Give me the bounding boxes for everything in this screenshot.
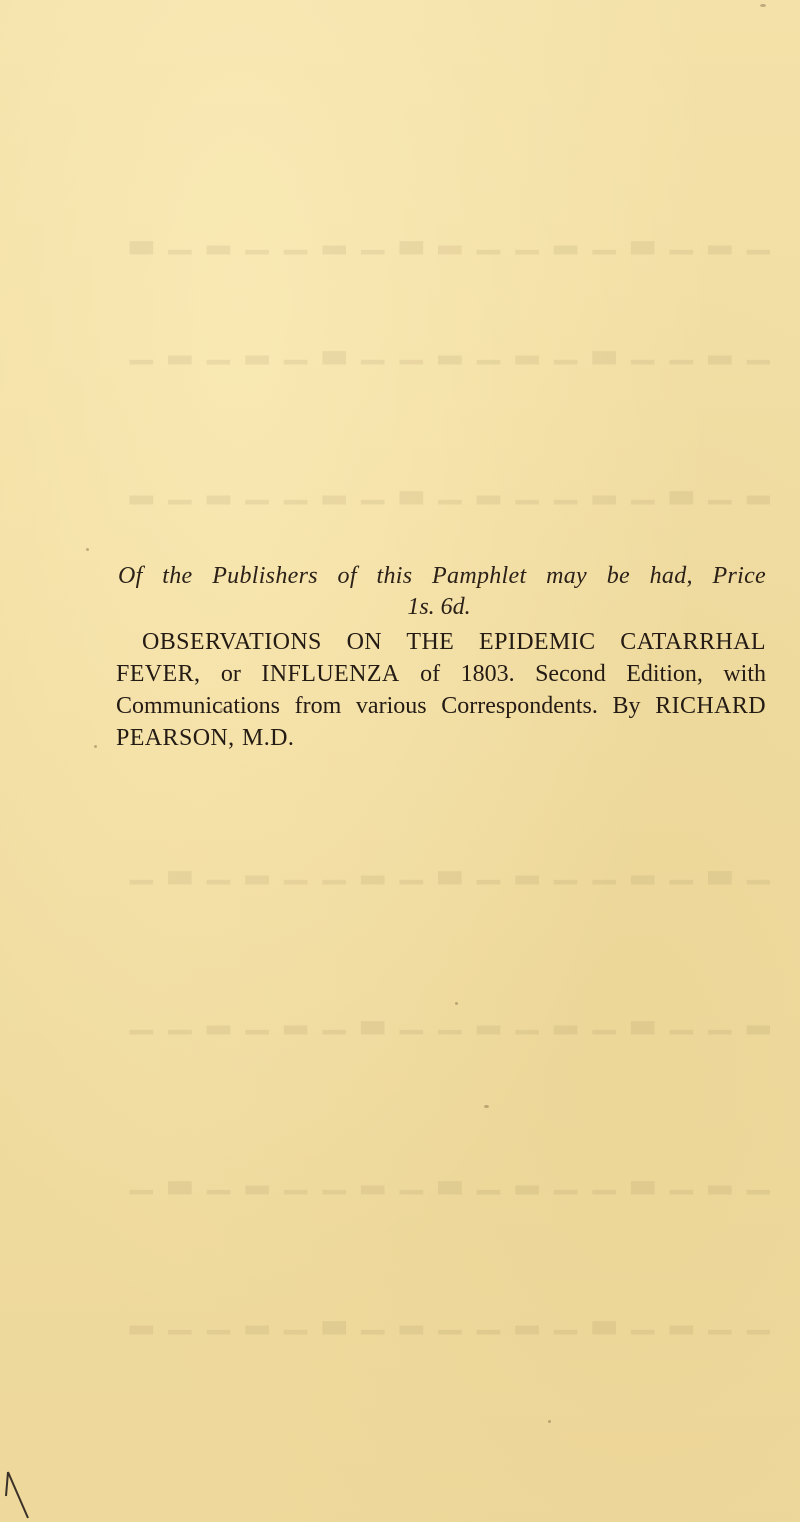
corner-pencil-mark — [2, 1468, 42, 1522]
show-through-band: ▂ ▁ ▃ ▁ ▂ ▁ ▁ ▂ ▁ ▃ ▁ ▂ ▁ ▁ ▂ ▁ ▂ — [125, 471, 770, 504]
work-author: RICHARD PEARSON, M.D. — [116, 693, 767, 751]
work-connector: or — [220, 661, 241, 687]
speck — [86, 548, 89, 551]
show-through-band: ▁ ▂ ▁ ▃ ▁ ▂ ▁ ▁ ▂ ▃ ▁ ▂ ▁ ▁ ▂ ▁ ▃ — [125, 221, 770, 254]
speck — [220, 708, 223, 712]
speck — [94, 745, 97, 748]
price-line: 1s. 6d. — [407, 594, 471, 620]
work-details: of 1803. Second Edition, with Communications from various Correspondents. — [116, 661, 767, 719]
show-through-band: ▁ ▃ ▁ ▂ ▁ ▁ ▂ ▁ ▃ ▁ ▂ ▁ ▁ ▂ ▁ ▃ ▁ — [125, 851, 770, 884]
notice-line: Of the Publishers of this Pamphlet may be had, Price — [118, 563, 766, 589]
show-through-band: ▁ ▂ ▁ ▁ ▃ ▁ ▂ ▁ ▂ ▁ ▁ ▃ ▁ ▂ ▁ ▂ ▁ — [125, 331, 770, 364]
speck — [760, 4, 766, 7]
work-entry — [116, 626, 766, 754]
publisher-notice — [118, 560, 766, 622]
speck — [548, 1420, 551, 1423]
advertised-work — [116, 626, 766, 754]
speck — [484, 1105, 489, 1108]
work-subject: INFLUENZA — [261, 661, 400, 687]
show-through-band: ▁ ▂ ▁ ▃ ▁ ▁ ▂ ▁ ▃ ▁ ▂ ▁ ▁ ▂ ▁ ▃ ▁ — [125, 1161, 770, 1194]
work-title: OBSERVATIONS ON THE EPIDEMIC CATARRHAL FEVER, — [116, 629, 766, 687]
work-by: By — [612, 693, 641, 719]
speck — [455, 1002, 458, 1005]
show-through-band: ▁ ▁ ▂ ▁ ▃ ▁ ▂ ▁ ▁ ▂ ▁ ▃ ▁ ▂ ▁ ▁ ▂ — [125, 1301, 770, 1334]
show-through-band: ▂ ▁ ▁ ▃ ▁ ▂ ▁ ▂ ▁ ▁ ▃ ▁ ▂ ▁ ▂ ▁ ▁ — [125, 1001, 770, 1034]
